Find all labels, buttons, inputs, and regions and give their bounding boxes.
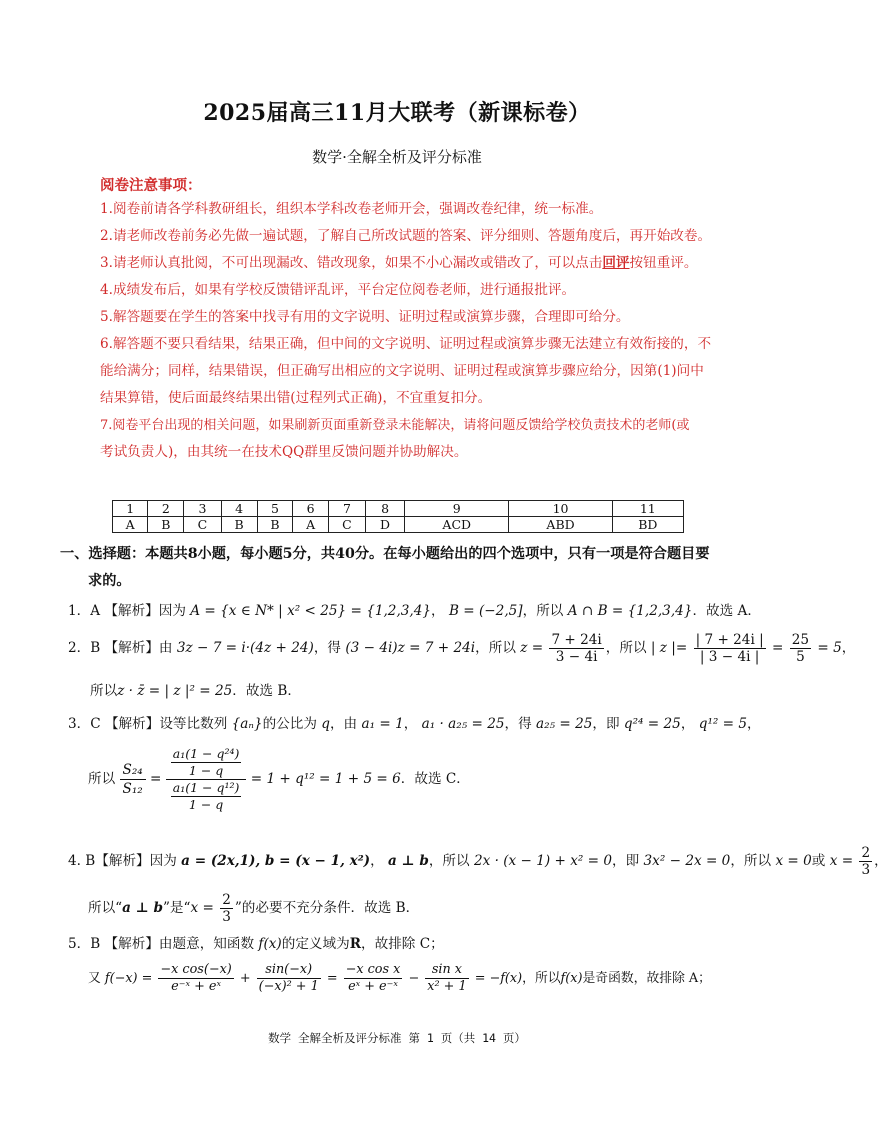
q4-perpendicular: a ⊥ b bbox=[122, 900, 163, 916]
answer-cell: A bbox=[113, 517, 148, 533]
q5-fraction-1 bbox=[158, 962, 233, 995]
q3-q12: q¹² = 5 bbox=[698, 716, 748, 732]
solution-q2-line-2 bbox=[90, 681, 301, 701]
q5-label: 5．B 【解析】由题意，知函数 bbox=[68, 936, 255, 952]
q4-vectors: a = (2x,1), b = (x − 1, x²) bbox=[181, 853, 371, 869]
q5-operator: − bbox=[408, 971, 420, 986]
q3-ratio: q bbox=[321, 716, 330, 732]
q3-compound-bottom bbox=[166, 780, 247, 813]
q4-root-2: x = bbox=[190, 900, 214, 916]
answer-cell: BD bbox=[612, 517, 683, 533]
q3-compound-fraction bbox=[166, 746, 247, 813]
notice-item-3 bbox=[100, 250, 722, 277]
q2-equation: 3z − 7 = i·(4z + 24) bbox=[176, 640, 314, 656]
q3-product: a₁ · a₂₅ = 25 bbox=[421, 716, 505, 732]
notice-item-6-line-2: 能给满分；同样，结果错误，但正确写出相应的文字说明、证明过程或演算步骤应给分，因第(1)问中 bbox=[100, 363, 704, 379]
numerator: −x cos(−x) bbox=[160, 962, 232, 977]
q5-text: ，故排除 C； bbox=[361, 936, 444, 952]
solution-q2: 2．B 【解析】由 3z − 7 = i·(4z + 24)，得 (3 − 4i)z = 7 + 24i，所以 z = $\frac{7 + 24i}{3 - 4i}$ ，所以 | z |= $\frac{| 7 + 24i |}{| 3 - 4i |}$ = $\frac{25}{5}$ = 5， bbox=[68, 632, 856, 665]
solution-q5 bbox=[68, 934, 444, 954]
answer-cell: B bbox=[221, 517, 257, 533]
q2-z: z = bbox=[520, 640, 544, 656]
q1-intersection: A ∩ B = {1,2,3,4} bbox=[567, 603, 693, 619]
q3-text: ，得 bbox=[504, 716, 532, 732]
q5-function: f(x) bbox=[258, 936, 282, 952]
q2-product: z · z̄ = | z |² = 25 bbox=[117, 683, 233, 699]
page-title: 2025届高三11月大联考（新课标卷） bbox=[203, 100, 591, 126]
notice-item-6-line-1: 6.解答题不要只看结果，结果正确，但中间的文字说明、证明过程或演算步骤无法建立有效衔接的，不 bbox=[100, 336, 712, 352]
q5-result: = −f(x) bbox=[474, 971, 523, 986]
q4-text: ，即 bbox=[612, 853, 640, 869]
q2-conclusion: ．故选 B． bbox=[232, 683, 301, 699]
q4-fraction-2 bbox=[220, 892, 233, 925]
answer-cell: C bbox=[184, 517, 221, 533]
numerator: a₁(1 − q²⁴) bbox=[172, 746, 240, 761]
numerator: 2 bbox=[222, 892, 231, 908]
denominator: 3 − 4i bbox=[555, 649, 598, 665]
q1-set-a: A = {x ∈ N* | x² < 25} = {1,2,3,4} bbox=[190, 603, 432, 619]
q3-top-fraction bbox=[171, 746, 242, 779]
q4-label: 4. B【解析】因为 bbox=[68, 853, 177, 869]
numerator: | 7 + 24i | bbox=[695, 632, 764, 648]
solution-q3-line-2: 所以 $\frac{\text{S₂₄}}{\text{S₁₂}}$ = $\frac{\frac{\text{a₁(1 − q²⁴)}}{1 - q}}{\frac{\text{a₁(1 − q¹²)}}{1 - q}}$ = 1 + q¹² = 1 + 5 = 6．故选 C． bbox=[88, 746, 470, 812]
q2-fraction-1 bbox=[549, 632, 603, 665]
numerator: sin x bbox=[425, 962, 468, 979]
q5-f-neg-x: f(−x) = bbox=[104, 971, 153, 986]
q1-text: ，所以 bbox=[522, 603, 564, 619]
answer-cell: ACD bbox=[405, 517, 509, 533]
notice-item-7-line-1: 7.阅卷平台出现的相关问题，如果刷新页面重新登录未能解决，请将问题反馈给学校负责技术的老师(或 bbox=[100, 418, 690, 433]
q3-text: ，由 bbox=[329, 716, 358, 732]
notice-item-4: 4.成绩发布后，如果有学校反馈错评乱评，平台定位阅卷老师，进行通报批评。 bbox=[100, 282, 576, 298]
denominator: | 3 − 4i | bbox=[699, 649, 760, 665]
q2-fraction-3 bbox=[790, 632, 811, 665]
denominator: e⁻ˣ + eˣ bbox=[171, 979, 222, 994]
q5-fraction-4 bbox=[425, 962, 468, 995]
q3-conclusion: ．故选 C． bbox=[400, 771, 470, 787]
q3-label: 3．C 【解析】设等比数列 bbox=[68, 716, 228, 732]
page-footer: 数学 全解全析及评分标准 第 1 页（共 14 页） bbox=[268, 1031, 526, 1045]
q4-root-1: x = 0 bbox=[775, 853, 812, 869]
q2-result: = 5 bbox=[817, 640, 842, 656]
q3-a25: a₂₅ = 25 bbox=[536, 716, 593, 732]
section-1-heading-cont: 求的。 bbox=[88, 573, 131, 589]
numerator: sin(−x) bbox=[257, 962, 321, 979]
q2-modulus: | z |= bbox=[650, 640, 688, 656]
question-number: 10 bbox=[509, 501, 612, 517]
denominator: S₁₂ bbox=[122, 781, 143, 797]
answer-table-number-row bbox=[113, 501, 684, 517]
q5-text: ，所以 bbox=[522, 971, 561, 986]
answer-cell: D bbox=[366, 517, 405, 533]
page-subtitle: 数学·全解全析及评分标准 bbox=[312, 148, 482, 166]
q5-domain: R bbox=[349, 936, 362, 952]
numerator: 7 + 24i bbox=[551, 632, 602, 648]
q5-conclusion: 是奇函数，故排除 A； bbox=[582, 971, 711, 986]
numerator: S₂₄ bbox=[120, 761, 146, 780]
q4-root-2: x = bbox=[829, 853, 854, 869]
notice-heading: 阅卷注意事项： bbox=[100, 177, 202, 194]
answer-cell: B bbox=[257, 517, 293, 533]
notice-item-5: 5.解答题要在学生的答案中找寻有用的文字说明、证明过程或演算步骤，合理即可给分。 bbox=[100, 309, 630, 325]
question-number: 11 bbox=[612, 501, 683, 517]
q3-text: ，即 bbox=[592, 716, 620, 732]
answer-cell: C bbox=[328, 517, 365, 533]
question-number: 9 bbox=[405, 501, 509, 517]
q2-text: ，所以 bbox=[475, 640, 516, 656]
numerator: −x cos x bbox=[345, 962, 401, 977]
denominator: 3 bbox=[861, 862, 871, 878]
question-number: 5 bbox=[257, 501, 293, 517]
q3-text: 的公比为 bbox=[262, 716, 317, 732]
q2-equation-2: (3 − 4i)z = 7 + 24i bbox=[345, 640, 476, 656]
question-number: 2 bbox=[148, 501, 184, 517]
solution-q1: 1．A 【解析】因为 A = {x ∈ N* | x² < 25} = {1,2,3,4}， B = (−2,5]，所以 A ∩ B = {1,2,3,4}．故选 A． bbox=[68, 603, 761, 619]
denominator: eˣ + e⁻ˣ bbox=[348, 979, 398, 994]
q4-fraction bbox=[859, 845, 872, 878]
denominator: x² + 1 bbox=[427, 979, 467, 994]
answer-cell: B bbox=[148, 517, 184, 533]
q4-text: ，所以 bbox=[730, 853, 772, 869]
notice-item-7-line-2: 考试负责人)，由其统一在技术QQ群里反馈问题并协助解决。 bbox=[100, 444, 468, 460]
solution-q4: 4. B【解析】因为 a = (2x,1), b = (x − 1, x²)， a ⊥ b，所以 2x · (x − 1) + x² = 0，即 3x² − 2x = 0，所以 x = 0或 x = $\frac{2}{3}$ ， bbox=[68, 845, 888, 878]
answer-table bbox=[112, 500, 684, 533]
q5-fraction-3 bbox=[344, 962, 403, 995]
numerator: 25 bbox=[791, 632, 810, 648]
answer-table-answer-row bbox=[113, 517, 684, 533]
q5-text: 又 bbox=[88, 971, 101, 986]
q3-a1: a₁ = 1 bbox=[361, 716, 404, 732]
question-number: 7 bbox=[328, 501, 365, 517]
q5-text: 的定义域为 bbox=[281, 936, 350, 952]
q2-label: 2．B 【解析】由 bbox=[68, 640, 173, 656]
answer-cell: ABD bbox=[509, 517, 612, 533]
denominator: 1 − q bbox=[188, 797, 224, 812]
q1-label: 1．A 【解析】因为 bbox=[68, 603, 186, 619]
denominator: 3 bbox=[222, 909, 231, 925]
q3-text: 所以 bbox=[88, 771, 116, 787]
q2-text: 所以 bbox=[90, 683, 118, 699]
q4-text: 所以“ bbox=[88, 900, 123, 916]
q3-q24: q²⁴ = 25 bbox=[623, 716, 681, 732]
q5-fraction-2 bbox=[257, 962, 321, 995]
q4-text: ，所以 bbox=[428, 853, 470, 869]
section-1-heading: 一、选择题：本题共8小题，每小题5分，共40分。在每小题给出的四个选项中，只有一项是符合题目要 bbox=[60, 546, 710, 562]
q3-ratio-fraction bbox=[120, 761, 146, 798]
q2-text: ，所以 bbox=[605, 640, 647, 656]
q4-conclusion: ”的必要不充分条件．故选 B． bbox=[234, 900, 420, 916]
question-number: 4 bbox=[221, 501, 257, 517]
notice-item-6-line-3: 结果算错，使后面最终结果出错(过程列式正确)，不宜重复扣分。 bbox=[100, 390, 492, 406]
solution-q4-line-2 bbox=[88, 892, 419, 925]
question-number: 8 bbox=[366, 501, 405, 517]
denominator: 1 − q bbox=[188, 763, 224, 778]
notice-item-1: 1.阅卷前请各学科教研组长，组织本学科改卷老师开会，强调改卷纪律，统一标准。 bbox=[100, 201, 603, 217]
denominator: (−x)² + 1 bbox=[258, 979, 319, 994]
q3-bottom-fraction bbox=[171, 780, 242, 813]
q3-compound-top bbox=[166, 746, 247, 780]
notice-item-3-pre: 3.请老师认真批阅，不可出现漏改、错改现象，如果不小心漏改或错改了，可以点击 bbox=[100, 255, 603, 271]
q1-conclusion: ．故选 A． bbox=[692, 603, 761, 619]
q2-fraction-2 bbox=[694, 632, 766, 665]
q4-dot-product: 2x · (x − 1) + x² = 0 bbox=[473, 853, 613, 869]
review-link[interactable]: 回评 bbox=[602, 255, 630, 271]
q4-text: ”是“ bbox=[162, 900, 191, 916]
q4-perpendicular: a ⊥ b bbox=[388, 853, 429, 869]
q1-set-b: B = (−2,5] bbox=[448, 603, 523, 619]
numerator: 2 bbox=[861, 845, 871, 861]
q4-text: 或 bbox=[811, 853, 826, 869]
q2-eq: = bbox=[772, 640, 784, 656]
denominator: 5 bbox=[796, 649, 805, 665]
question-number: 3 bbox=[184, 501, 221, 517]
q3-sequence: {aₙ} bbox=[231, 716, 263, 732]
notice-item-2: 2.请老师改卷前务必先做一遍试题，了解自己所改试题的答案、评分细则、答题角度后，再开始改卷。 bbox=[100, 228, 712, 244]
q3-result: = 1 + q¹² = 1 + 5 = 6 bbox=[250, 771, 401, 787]
numerator: a₁(1 − q¹²) bbox=[172, 780, 240, 795]
answer-cell: A bbox=[293, 517, 328, 533]
solution-q5-line-2 bbox=[88, 962, 711, 995]
q5-operator: = bbox=[326, 971, 338, 986]
question-number: 6 bbox=[293, 501, 328, 517]
q4-equation: 3x² − 2x = 0 bbox=[643, 853, 731, 869]
notice-item-3-post: 按钮重评。 bbox=[629, 255, 698, 271]
q5-function: f(x) bbox=[560, 971, 583, 986]
q2-text: ，得 bbox=[313, 640, 341, 656]
q5-operator: + bbox=[239, 971, 251, 986]
question-number: 1 bbox=[113, 501, 148, 517]
solution-q3: 3．C 【解析】设等比数列 {aₙ}的公比为 q，由 a₁ = 1， a₁ · a₂₅ = 25，得 a₂₅ = 25，即 q²⁴ = 25， q¹² = 5， bbox=[68, 716, 761, 732]
